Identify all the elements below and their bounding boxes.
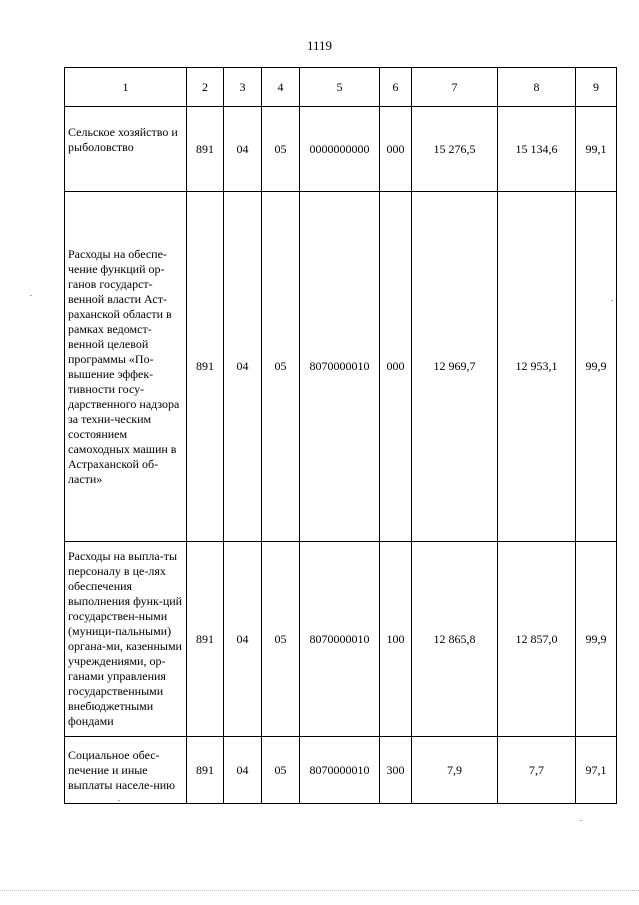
cell-subsection: 05	[262, 737, 300, 804]
cell-subsection: 05	[262, 542, 300, 737]
cell-planned: 12 865,8	[412, 542, 498, 737]
cell-target-article: 8070000010	[300, 737, 380, 804]
cell-executed: 12 857,0	[498, 542, 576, 737]
table-row	[65, 542, 617, 737]
cell-ministry: 891	[187, 737, 224, 804]
cell-executed: 12 953,1	[498, 192, 576, 542]
budget-table	[64, 67, 617, 804]
row-name-cell: Расходы на выпла-ты персоналу в це-лях обеспечения выполнения функ-ций государствен-ными (муници-пальными) органа-ми, казенными учреждениями, ор-ганами управления государственными внебюджетными фондами	[65, 542, 187, 737]
cell-subsection: 05	[262, 107, 300, 192]
cell-planned: 7,9	[412, 737, 498, 804]
scan-speck	[580, 820, 582, 821]
cell-target-article: 0000000000	[300, 107, 380, 192]
scan-artifact-line	[0, 890, 639, 891]
cell-percent: 99,9	[576, 192, 617, 542]
cell-target-article: 8070000010	[300, 542, 380, 737]
cell-expense-type: 000	[380, 107, 412, 192]
header-cell-1: 1	[65, 68, 187, 107]
cell-target-article: 8070000010	[300, 192, 380, 542]
header-cell-5: 5	[300, 68, 380, 107]
cell-percent: 97,1	[576, 737, 617, 804]
header-cell-7: 7	[412, 68, 498, 107]
header-cell-3: 3	[224, 68, 262, 107]
header-cell-2: 2	[187, 68, 224, 107]
cell-executed: 7,7	[498, 737, 576, 804]
header-cell-8: 8	[498, 68, 576, 107]
cell-ministry: 891	[187, 542, 224, 737]
scan-speck	[118, 800, 120, 801]
row-name-cell: Сельское хозяйство и рыболовство	[65, 107, 187, 192]
cell-planned: 12 969,7	[412, 192, 498, 542]
table-row	[65, 107, 617, 192]
cell-executed: 15 134,6	[498, 107, 576, 192]
cell-expense-type: 100	[380, 542, 412, 737]
cell-expense-type: 000	[380, 192, 412, 542]
cell-planned: 15 276,5	[412, 107, 498, 192]
cell-percent: 99,9	[576, 542, 617, 737]
cell-subsection: 05	[262, 192, 300, 542]
table-row	[65, 192, 617, 542]
cell-ministry: 891	[187, 192, 224, 542]
cell-section: 04	[224, 107, 262, 192]
header-cell-9: 9	[576, 68, 617, 107]
header-cell-4: 4	[262, 68, 300, 107]
scan-speck	[30, 295, 32, 296]
cell-section: 04	[224, 542, 262, 737]
row-name-cell: Расходы на обеспе-чение функций ор-ганов государст-венной власти Аст-раханской области в рамках ведомст-венной целевой программы «По-вышение эффек-тивности госу-дарственного надзора за техни-ческим состоянием самоходных машин в Астраханской об-ласти»	[65, 192, 187, 542]
cell-section: 04	[224, 737, 262, 804]
cell-percent: 99,1	[576, 107, 617, 192]
table-row	[65, 737, 617, 804]
cell-expense-type: 300	[380, 737, 412, 804]
header-cell-6: 6	[380, 68, 412, 107]
row-name-cell: Социальное обес-печение и иные выплаты населе-нию	[65, 737, 187, 804]
page-number: 1119	[306, 38, 333, 53]
cell-section: 04	[224, 192, 262, 542]
scan-speck	[611, 300, 613, 301]
cell-ministry: 891	[187, 107, 224, 192]
header-row	[65, 68, 617, 107]
